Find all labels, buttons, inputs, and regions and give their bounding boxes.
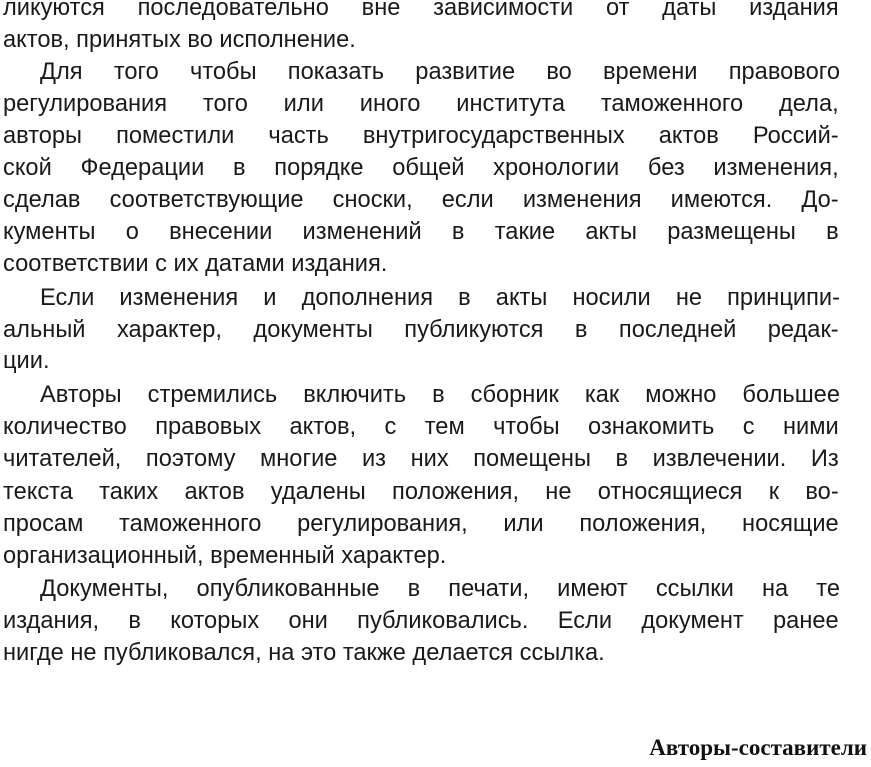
text-line: ской Федерации в порядке общей хронологии без изменения, — [3, 154, 839, 181]
text-line: издания, в которых они публиковались. Если документ ранее — [3, 607, 839, 634]
text-line: регулирования того или иного института таможенного дела, — [3, 90, 839, 117]
text-line: текста таких актов удалены положения, не относящиеся к во- — [3, 478, 839, 505]
text-line: Документы, опубликованные в печати, имеют ссылки на те — [40, 575, 840, 602]
text-line: актов, принятых во исполнение. — [3, 26, 356, 53]
text-line: Авторы стремились включить в сборник как можно большее — [40, 381, 840, 408]
text-line: количество правовых актов, с тем чтобы ознакомить с ними — [3, 413, 839, 440]
text-line: сделав соответствующие сноски, если изменения имеются. До- — [3, 186, 839, 213]
text-line: нигде не публиковался, на это также делается ссылка. — [3, 639, 605, 666]
text-line: соответствии с их датами издания. — [3, 250, 388, 277]
text-line: альный характер, документы публикуются в последней редак- — [3, 316, 839, 343]
text-line: читателей, поэтому многие из них помещены в извлечении. Из — [3, 445, 839, 472]
text-line: Для того чтобы показать развитие во времени правового — [40, 58, 840, 85]
text-line: ции. — [3, 347, 50, 374]
text-line: ликуются последовательно вне зависимости от даты издания — [3, 0, 839, 21]
signature: Авторы-составители — [649, 735, 867, 760]
text-line: просам таможенного регулирования, или положения, носящие — [3, 510, 839, 537]
text-line: организационный, временный характер. — [3, 542, 447, 569]
text-line: Если изменения и дополнения в акты носили не принципи- — [40, 284, 840, 311]
text-line: авторы поместили часть внутригосударственных актов Россий- — [3, 122, 839, 149]
text-line: кументы о внесении изменений в такие акты размещены в — [3, 218, 839, 245]
